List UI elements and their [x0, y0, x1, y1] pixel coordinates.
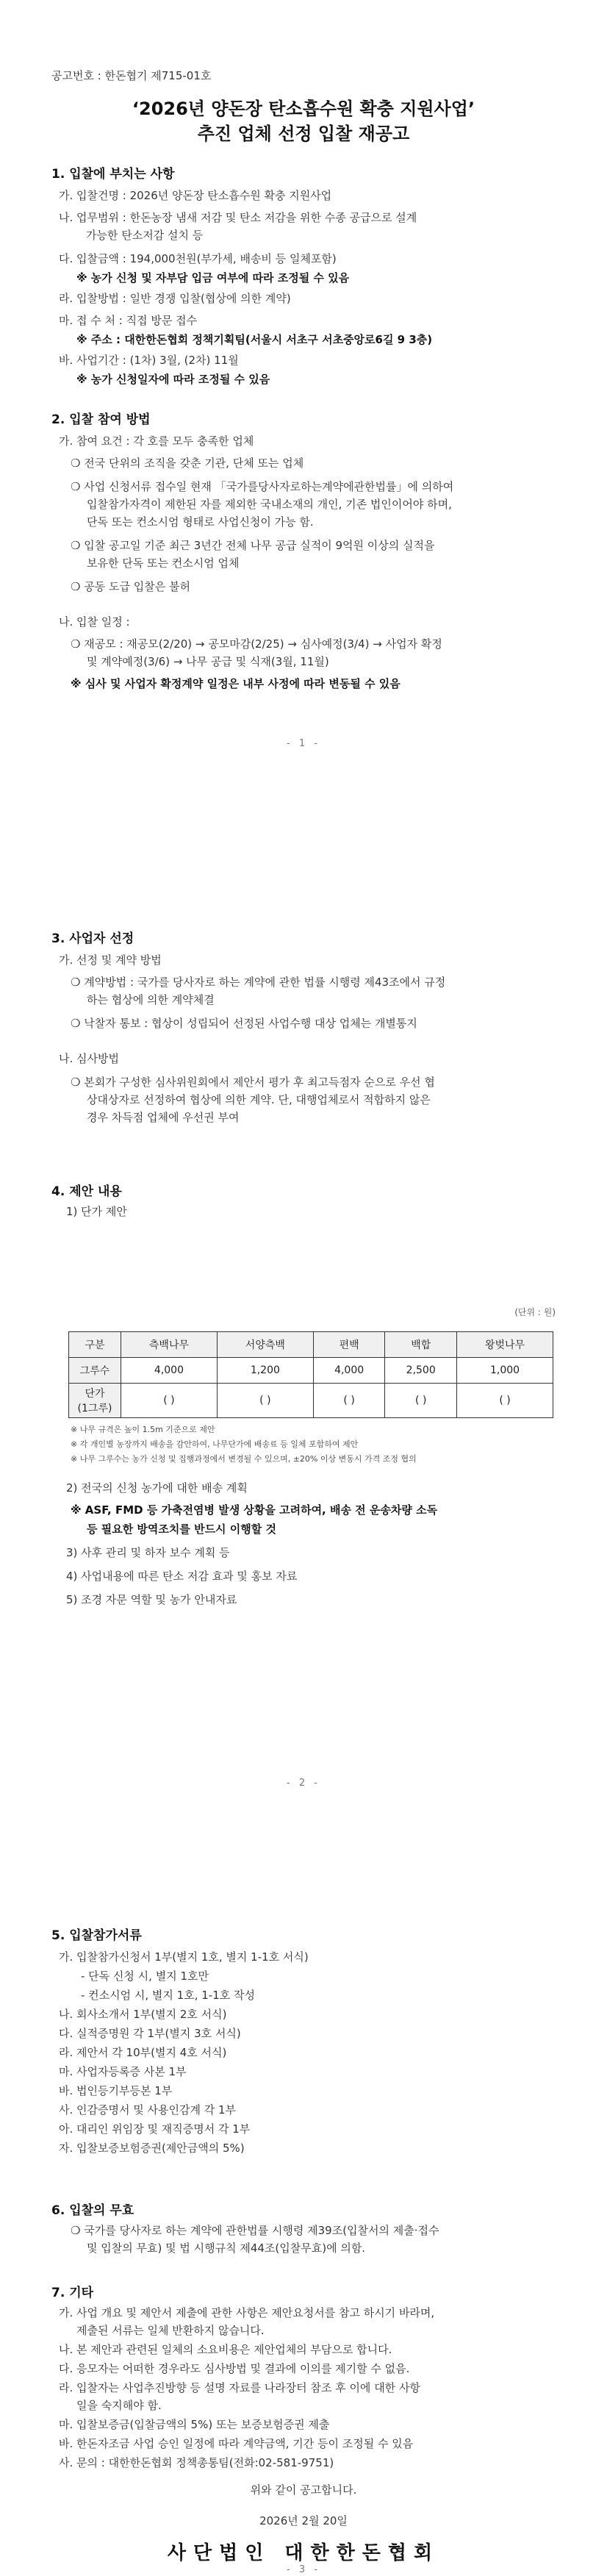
s2-bullet-1: ❍ 전국 단위의 조직을 갖춘 기관, 단체 또는 업체	[71, 457, 304, 470]
s3-bullet-3-cont-2: 경우 차득점 업체에 우선권 부여	[87, 1111, 240, 1124]
section-6-heading: 6. 입찰의 무효	[51, 2203, 134, 2218]
page-number-1: - 1 -	[287, 738, 320, 749]
s5-item-sa: 사. 인감증명서 및 사용인감계 각 1부	[59, 2103, 237, 2117]
section-1-heading: 1. 입찰에 부치는 사항	[51, 167, 175, 182]
unit-price-cell: ( )	[217, 1384, 313, 1418]
s5-item-ma: 마. 사업자등록증 사본 1부	[59, 2065, 187, 2078]
unit-price-cell: ( )	[121, 1384, 218, 1418]
s2-schedule: ❍ 재공모 : 재공모(2/20) → 공모마감(2/25) → 심사예정(3/4) → 사업자 확정	[71, 637, 442, 651]
s1-item-ma-note: ※ 주소 : 대한한돈협회 정책기획팀(서울시 서초구 서초중앙로6길 9 3층)	[76, 333, 433, 346]
s4-sub-4: 4) 사업내용에 따른 탄소 저감 효과 및 홍보 자료	[66, 1570, 298, 1583]
s1-item-ba: 바. 사업기간 : (1차) 3월, (2차) 11월	[59, 354, 239, 367]
s7-item-ra-cont: 일을 숙지해야 함.	[76, 2399, 162, 2412]
s1-item-ma: 마. 접 수 처 : 직접 방문 접수	[59, 314, 198, 327]
price-table-header: 구분	[69, 1332, 121, 1358]
unit-price-cell: ( )	[385, 1384, 457, 1418]
price-table-header: 왕벚나무	[457, 1332, 553, 1358]
s5-item-ga-sub-2: - 컨소시엄 시, 별지 1호, 1-1호 작성	[81, 1989, 255, 2002]
s7-item-da: 다. 응모자는 어떠한 경우라도 심사방법 및 결과에 이의를 제기할 수 없음.	[59, 2362, 410, 2375]
price-table	[68, 1331, 553, 1418]
s2-item-ga: 가. 참여 요건 : 각 호를 모두 충족한 업체	[59, 434, 254, 448]
s3-bullet-3-cont-1: 상대상자로 선정하여 협상에 의한 계약. 단, 대행업체로서 적합하지 않은	[87, 1093, 431, 1106]
s3-item-na: 나. 심사방법	[59, 1052, 119, 1065]
s6-bullet-1-cont: 및 입찰의 무효) 및 법 시행규칙 제44조(입찰무효)에 의함.	[87, 2242, 366, 2255]
price-table-row	[69, 1384, 553, 1418]
unit-price-cell: ( )	[457, 1384, 553, 1418]
s3-item-ga: 가. 선정 및 계약 방법	[59, 954, 162, 967]
s4-sub-2-note: ※ ASF, FMD 등 가축전염병 발생 상황을 고려하여, 배송 전 운송차량 소독	[71, 1503, 438, 1517]
s4-sub-1: 1) 단가 제안	[66, 1205, 127, 1218]
s5-item-ga-sub-1: - 단독 신청 시, 별지 1호만	[81, 1969, 209, 1983]
price-table-header: 편백	[313, 1332, 385, 1358]
s3-bullet-2: ❍ 낙찰자 통보 : 협상이 성립되어 선정된 사업수행 대상 업체는 개별통지	[71, 1017, 417, 1030]
price-table-header-row	[69, 1332, 553, 1358]
closing-statement: 위와 같이 공고합니다.	[250, 2483, 357, 2497]
s7-item-ba: 바. 한돈자조금 사업 승인 일정에 따라 계약금액, 기간 등이 조정될 수 있음	[59, 2437, 414, 2450]
s2-item-na: 나. 입찰 일정 :	[59, 615, 130, 629]
quantity-cell: 4,000	[121, 1358, 218, 1384]
s2-bullet-2: ❍ 사업 신청서류 접수일 현재 「국가를당사자로하는계약에관한법률」에 의하여	[71, 480, 454, 493]
unit-price-cell: ( )	[313, 1384, 385, 1418]
s6-bullet-1: ❍ 국가를 당사자로 하는 계약에 관한법률 시행령 제39조(입찰서의 제출·접수	[71, 2224, 439, 2237]
s3-bullet-3: ❍ 본회가 구성한 심사위원회에서 제안서 평가 후 최고득점자 순으로 우선 협	[71, 1076, 435, 1089]
quantity-cell: 2,500	[385, 1358, 457, 1384]
closing-date: 2026년 2월 20일	[259, 2514, 348, 2527]
s5-item-da: 다. 실적증명원 각 1부(별지 3호 서식)	[59, 2027, 241, 2040]
document-title-line-2: 추진 업체 선정 입찰 재공고	[197, 124, 410, 144]
s7-item-sa: 사. 문의 : 대한한돈협회 정책총통팀(전화:02-581-9751)	[59, 2456, 334, 2469]
price-table-header: 백합	[385, 1332, 457, 1358]
table-unit: (단위 : 원)	[514, 1307, 556, 1317]
s1-item-na-cont: 가능한 탄소저감 설치 등	[86, 229, 204, 242]
s1-item-ba-note: ※ 농가 신청일자에 따라 조정될 수 있음	[76, 373, 270, 386]
s5-item-na: 나. 회사소개서 1부(별지 2호 서식)	[59, 2008, 227, 2021]
page-number-2: - 2 -	[287, 1778, 320, 1789]
quantity-cell: 1,200	[217, 1358, 313, 1384]
s4-sub-3: 3) 사후 관리 및 하자 보수 계획 등	[66, 1546, 230, 1559]
price-table-header: 측백나무	[121, 1332, 218, 1358]
row-label-quantity: 그루수	[69, 1358, 121, 1384]
s2-schedule-note: ※ 심사 및 사업자 확정계약 일정은 내부 사정에 따라 변동될 수 있음	[71, 677, 401, 690]
table-note-3: ※ 나무 그루수는 농가 신청 및 집행과정에서 변경될 수 있으며, ±20% 이상 변동시 가격 조정 협의	[71, 1454, 417, 1464]
s4-sub-5: 5) 조경 자문 역할 및 농가 안내자료	[66, 1593, 237, 1606]
document-title-line-1: ‘2026년 양돈장 탄소흡수원 확충 지원사업’	[132, 99, 475, 119]
s4-sub-2: 2) 전국의 신청 농가에 대한 배송 계획	[66, 1481, 248, 1495]
table-note-1: ※ 나무 규격은 높이 1.5m 기준으로 제안	[71, 1425, 215, 1434]
unit-price-sublabel: (1그루)	[77, 1403, 112, 1414]
s7-item-ga-cont: 제출된 서류는 일체 반환하지 않습니다.	[76, 2324, 265, 2337]
section-5-heading: 5. 입찰참가서류	[51, 1928, 142, 1943]
page-number-3: - 3 -	[287, 2564, 320, 2575]
section-7-heading: 7. 기타	[51, 2286, 94, 2300]
s5-item-ah: 아. 대리인 위임장 및 재직증명서 각 1부	[59, 2122, 251, 2136]
section-4-heading: 4. 제안 내용	[51, 1184, 122, 1199]
quantity-cell: 1,000	[457, 1358, 553, 1384]
s1-item-ra: 라. 입찰방법 : 일반 경쟁 입찰(협상에 의한 계약)	[59, 292, 291, 305]
notice-number: 공고번호 : 한돈협기 제715-01호	[51, 69, 212, 82]
s2-bullet-3: ❍ 입찰 공고일 기준 최근 3년간 전체 나무 공급 실적이 9억원 이상의 실적을	[71, 539, 435, 552]
s5-item-ba: 바. 법인등기부등본 1부	[59, 2084, 173, 2097]
s1-item-ga: 가. 입찰건명 : 2026년 양돈장 탄소흡수원 확충 지원사업	[59, 189, 332, 202]
row-label-unit-price	[69, 1384, 121, 1418]
s2-bullet-4: ❍ 공동 도급 입찰은 불허	[71, 580, 190, 593]
s2-bullet-2-cont-1: 입찰참가자격이 제한된 자를 제외한 국내소재의 개인, 기존 법인이어야 하며,	[87, 498, 452, 511]
s1-item-da-note: ※ 농가 신청 및 자부담 입금 여부에 따라 조정될 수 있음	[76, 271, 350, 285]
price-table-row	[69, 1358, 553, 1384]
s2-bullet-3-cont: 보유한 단독 또는 컨소시엄 업체	[87, 557, 240, 570]
s2-schedule-cont: 및 계약예정(3/6) → 나무 공급 및 식재(3월, 11월)	[87, 655, 329, 668]
s5-item-ja: 자. 입찰보증보험증권(제안금액의 5%)	[59, 2142, 245, 2155]
s5-item-ga: 가. 입찰참가신청서 1부(별지 1호, 별지 1-1호 서식)	[59, 1950, 309, 1964]
unit-price-label: 단가	[85, 1388, 105, 1400]
section-3-heading: 3. 사업자 선정	[51, 931, 134, 946]
s3-bullet-1: ❍ 계약방법 : 국가를 당사자로 하는 계약에 관한 법률 시행령 제43조에서 규정	[71, 976, 446, 989]
s7-item-ma: 마. 입찰보증금(입찰금액의 5%) 또는 보증보험증권 제출	[59, 2418, 330, 2431]
s3-bullet-1-cont: 하는 협상에 의한 계약체결	[87, 993, 215, 1006]
organization-signature: 사단법인 대한한돈협회	[167, 2542, 440, 2564]
quantity-cell: 4,000	[313, 1358, 385, 1384]
price-table-header: 서양측백	[217, 1332, 313, 1358]
section-2-heading: 2. 입찰 참여 방법	[51, 412, 151, 427]
s7-item-ra: 라. 입찰자는 사업추진방향 등 설명 자료를 나라장터 참조 후 이에 대한 사항	[59, 2381, 420, 2394]
s1-item-da: 다. 입찰금액 : 194,000천원(부가세, 배송비 등 일체포함)	[59, 252, 337, 265]
s4-sub-2-note-cont: 등 필요한 방역조치를 반드시 이행할 것	[87, 1523, 276, 1536]
table-note-2: ※ 각 개인별 농장까지 배송을 감안하여, 나무단가에 배송료 등 일체 포함하여 제안	[71, 1439, 359, 1449]
s7-item-ga: 가. 사업 개요 및 제안서 제출에 관한 사항은 제안요청서를 참고 하시기 바라며,	[59, 2306, 435, 2319]
s1-item-na: 나. 업무범위 : 한돈농장 냄새 저감 및 탄소 저감을 위한 수종 공급으로 설계	[59, 211, 417, 224]
s5-item-ra: 라. 제안서 각 10부(별지 4호 서식)	[59, 2046, 227, 2059]
s2-bullet-2-cont-2: 단독 또는 컨소시엄 형태로 사업신청이 가능 함.	[87, 515, 314, 529]
s7-item-na: 나. 본 제안과 관련된 일체의 소요비용은 제안업체의 부담으로 합니다.	[59, 2343, 392, 2356]
